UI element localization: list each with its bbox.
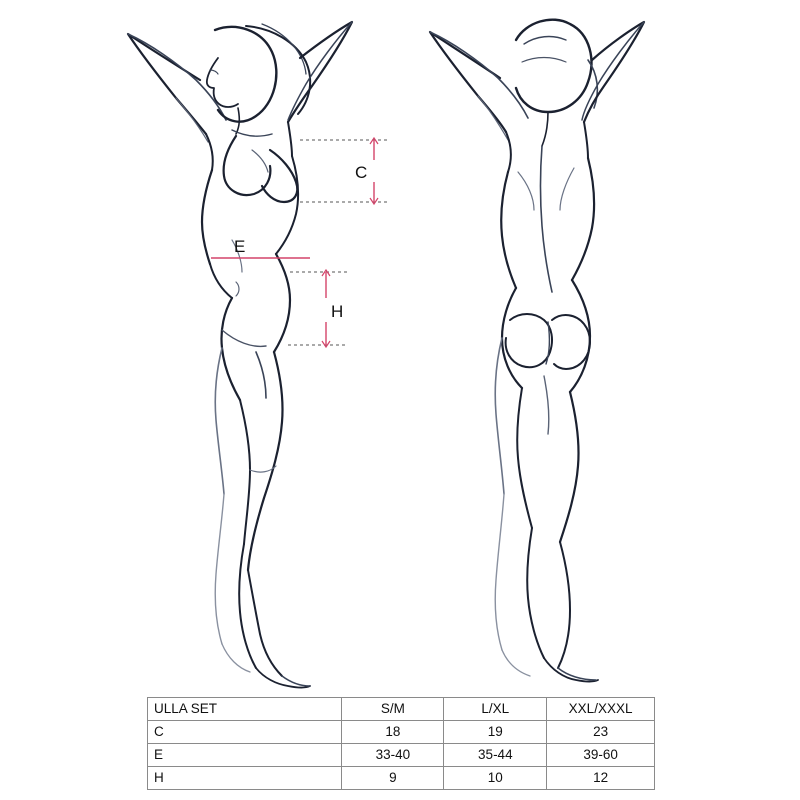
row-label-c: C (148, 721, 342, 744)
table-row (148, 721, 655, 744)
cell-c-lxl: 19 (444, 721, 547, 744)
table-row (148, 744, 655, 767)
cell-c-sm: 18 (342, 721, 444, 744)
measure-label-c: C (355, 163, 368, 182)
cell-c-xxl: 23 (547, 721, 655, 744)
cell-e-xxl: 39-60 (547, 744, 655, 767)
measure-guide-e (211, 237, 310, 258)
size-table (147, 697, 655, 790)
measure-guide-h (288, 270, 348, 347)
cell-e-sm: 33-40 (342, 744, 444, 767)
female-silhouette-front-icon (128, 22, 352, 688)
cell-e-lxl: 35-44 (444, 744, 547, 767)
measure-guide-c (300, 138, 388, 204)
table-header-name: ULLA SET (148, 698, 342, 721)
measure-label-e: E (234, 237, 246, 256)
table-header-row (148, 698, 655, 721)
measure-label-h: H (331, 302, 344, 321)
cell-h-sm: 9 (342, 767, 444, 790)
female-silhouette-back-icon (430, 20, 644, 682)
row-label-h: H (148, 767, 342, 790)
table-header-size-2: L/XL (444, 698, 547, 721)
row-label-e: E (148, 744, 342, 767)
table-row (148, 767, 655, 790)
cell-h-xxl: 12 (547, 767, 655, 790)
table-header-size-1: S/M (342, 698, 444, 721)
measurement-guides (211, 138, 388, 347)
table-header-size-3: XXL/XXXL (547, 698, 655, 721)
cell-h-lxl: 10 (444, 767, 547, 790)
